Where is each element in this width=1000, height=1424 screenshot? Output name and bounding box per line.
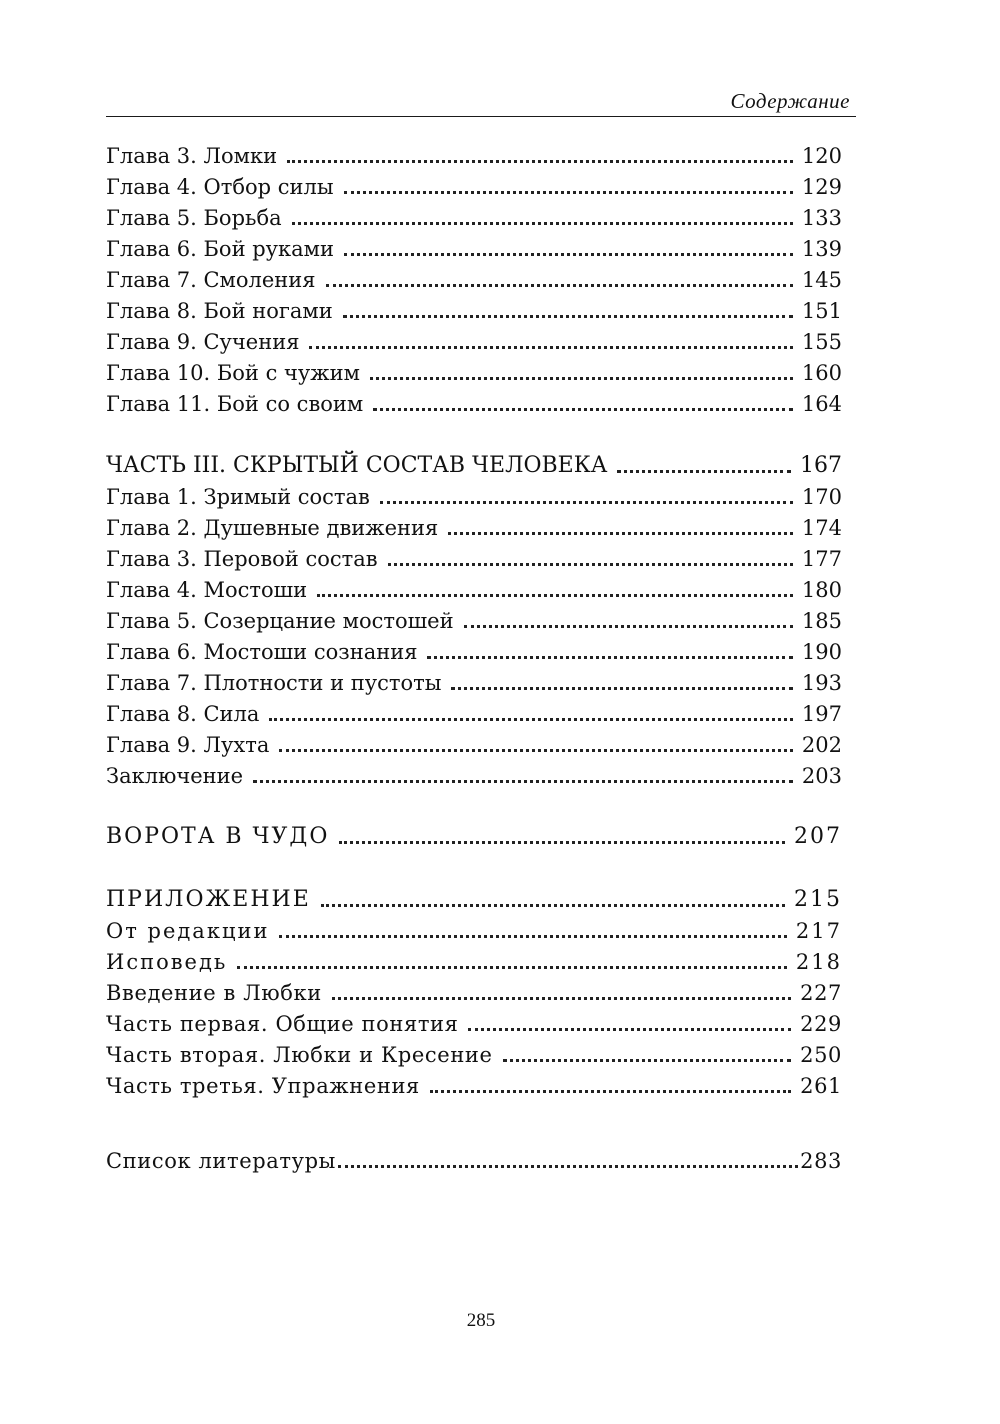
toc-entry-page: 145 — [801, 268, 842, 292]
running-header — [106, 88, 856, 117]
toc-entry-page: 261 — [800, 1074, 842, 1098]
page-number: 285 — [466, 1310, 496, 1331]
toc-entry-page: 283 — [800, 1149, 842, 1173]
toc-entry — [106, 758, 842, 790]
toc-entry-title: ВОРОТА В ЧУДО — [106, 824, 330, 849]
dot-leader — [279, 749, 793, 752]
toc-entry — [106, 479, 842, 511]
toc-entry-title: Глава 2. Душевные движения — [106, 516, 439, 540]
toc-entry-page: 250 — [800, 1043, 842, 1067]
toc-entry — [106, 696, 842, 728]
dot-leader — [326, 284, 793, 287]
toc-entry-page: 217 — [795, 919, 842, 943]
toc-entry-page: 129 — [801, 175, 842, 199]
toc-entry-page: 151 — [801, 299, 842, 323]
toc-entry — [106, 913, 842, 945]
dot-leader — [617, 470, 791, 473]
dot-leader — [253, 780, 793, 783]
toc-entry-page: 164 — [801, 392, 842, 416]
toc-entry-page: 120 — [801, 144, 842, 168]
toc-entry-title: Глава 9. Сучения — [106, 330, 300, 354]
toc-entry-title: Глава 11. Бой со своим — [106, 392, 364, 416]
dot-leader — [317, 594, 793, 597]
toc-entry-page: 174 — [801, 516, 842, 540]
toc-entry-title: Глава 7. Плотности и пустоты — [106, 671, 442, 695]
toc-entry — [106, 355, 842, 387]
toc-entry-page: 203 — [801, 764, 842, 788]
toc-entry-title: От редакции — [106, 919, 270, 943]
dot-leader — [370, 377, 793, 380]
dot-leader — [287, 160, 793, 163]
toc-entry-page: 170 — [801, 485, 842, 509]
toc-entry-title: Глава 3. Перовой состав — [106, 547, 378, 571]
toc-entry — [106, 727, 842, 759]
toc-entry-title: Исповедь — [106, 950, 228, 974]
toc-entry-page: 167 — [800, 453, 842, 478]
toc-entry — [106, 200, 842, 232]
toc-entry — [106, 324, 842, 356]
toc-entry — [106, 231, 842, 263]
toc-entry — [106, 572, 842, 604]
toc-entry — [106, 262, 842, 294]
dot-leader — [237, 966, 787, 969]
toc-entry — [106, 1006, 842, 1038]
toc-entry — [106, 944, 842, 976]
toc-entry-title: Глава 6. Бой руками — [106, 237, 335, 261]
toc-entry-title: Часть первая. Общие понятия — [106, 1012, 459, 1036]
dot-leader — [338, 1165, 798, 1168]
toc-entry-page: 155 — [801, 330, 842, 354]
dot-leader — [332, 997, 791, 1000]
toc-entry — [106, 603, 842, 635]
toc-entry — [106, 1037, 842, 1069]
dot-leader — [464, 625, 793, 628]
toc-entry-title: Введение в Любки — [106, 981, 322, 1005]
toc-entry — [106, 510, 842, 542]
dot-leader — [468, 1028, 791, 1031]
toc-entry-title: Глава 10. Бой с чужим — [106, 361, 360, 385]
toc-entry-title: Глава 1. Зримый состав — [106, 485, 370, 509]
toc-entry-page: 207 — [794, 824, 842, 849]
running-header-title: Содержание — [730, 89, 850, 113]
toc-entry-title: Список литературы — [106, 1149, 336, 1173]
toc-entry — [106, 665, 842, 697]
toc-entry-page: 177 — [801, 547, 842, 571]
toc-part-heading — [106, 882, 842, 914]
toc-entry-title: Глава 7. Смоления — [106, 268, 316, 292]
dot-leader — [279, 935, 786, 938]
dot-leader — [503, 1059, 792, 1062]
dot-leader — [344, 253, 793, 256]
dot-leader — [344, 191, 793, 194]
toc-entry-title: Часть третья. Упражнения — [106, 1074, 420, 1098]
toc-entry-title: Часть вторая. Любки и Кресение — [106, 1043, 493, 1067]
toc-entry-title: Глава 4. Отбор силы — [106, 175, 334, 199]
toc-entry-page: 160 — [801, 361, 842, 385]
toc-entry-title: Глава 6. Мостоши сознания — [106, 640, 418, 664]
dot-leader — [427, 656, 792, 659]
toc-part-heading — [106, 819, 842, 851]
dot-leader — [388, 563, 793, 566]
toc-entry-page: 218 — [795, 950, 842, 974]
toc-entry-page: 227 — [800, 981, 842, 1005]
toc-entry-page: 215 — [794, 887, 842, 912]
dot-leader — [321, 904, 785, 907]
toc-entry-title: Глава 3. Ломки — [106, 144, 278, 168]
dot-leader — [292, 222, 793, 225]
toc-entry-page: 185 — [801, 609, 842, 633]
dot-leader — [451, 687, 792, 690]
toc-entry-title: Заключение — [106, 764, 244, 788]
toc-entry-page: 197 — [801, 702, 842, 726]
toc-entry-page: 229 — [800, 1012, 842, 1036]
dot-leader — [309, 346, 792, 349]
toc-entry-title: Глава 5. Созерцание мостошей — [106, 609, 454, 633]
toc-entry — [106, 975, 842, 1007]
toc-entry-page: 190 — [801, 640, 842, 664]
toc-entry-page: 133 — [801, 206, 842, 230]
dot-leader — [430, 1090, 791, 1093]
toc-entry-title: Глава 8. Бой ногами — [106, 299, 333, 323]
toc-entry — [106, 1143, 842, 1175]
toc-entry-title: ПРИЛОЖЕНИЕ — [106, 887, 311, 912]
toc-entry — [106, 169, 842, 201]
toc-entry — [106, 634, 842, 666]
toc-entry-page: 202 — [801, 733, 842, 757]
toc-entry — [106, 386, 842, 418]
toc-entry-title: ЧАСТЬ III. СКРЫТЫЙ СОСТАВ ЧЕЛОВЕКА — [106, 453, 608, 478]
toc-entry-page: 180 — [801, 578, 842, 602]
toc-entry — [106, 541, 842, 573]
toc-entry-title: Глава 8. Сила — [106, 702, 260, 726]
toc-entry-title: Глава 5. Борьба — [106, 206, 282, 230]
toc-entry-page: 193 — [801, 671, 842, 695]
dot-leader — [373, 408, 793, 411]
dot-leader — [343, 315, 793, 318]
dot-leader — [380, 501, 793, 504]
dot-leader — [269, 718, 792, 721]
toc-entry-page: 139 — [801, 237, 842, 261]
dot-leader — [339, 841, 785, 844]
toc-entry — [106, 1068, 842, 1100]
toc-entry-title: Глава 9. Лухта — [106, 733, 270, 757]
toc-entry-title: Глава 4. Мостоши — [106, 578, 308, 602]
toc-entry — [106, 138, 842, 170]
toc-entry — [106, 293, 842, 325]
toc-part-heading — [106, 448, 842, 480]
dot-leader — [448, 532, 793, 535]
